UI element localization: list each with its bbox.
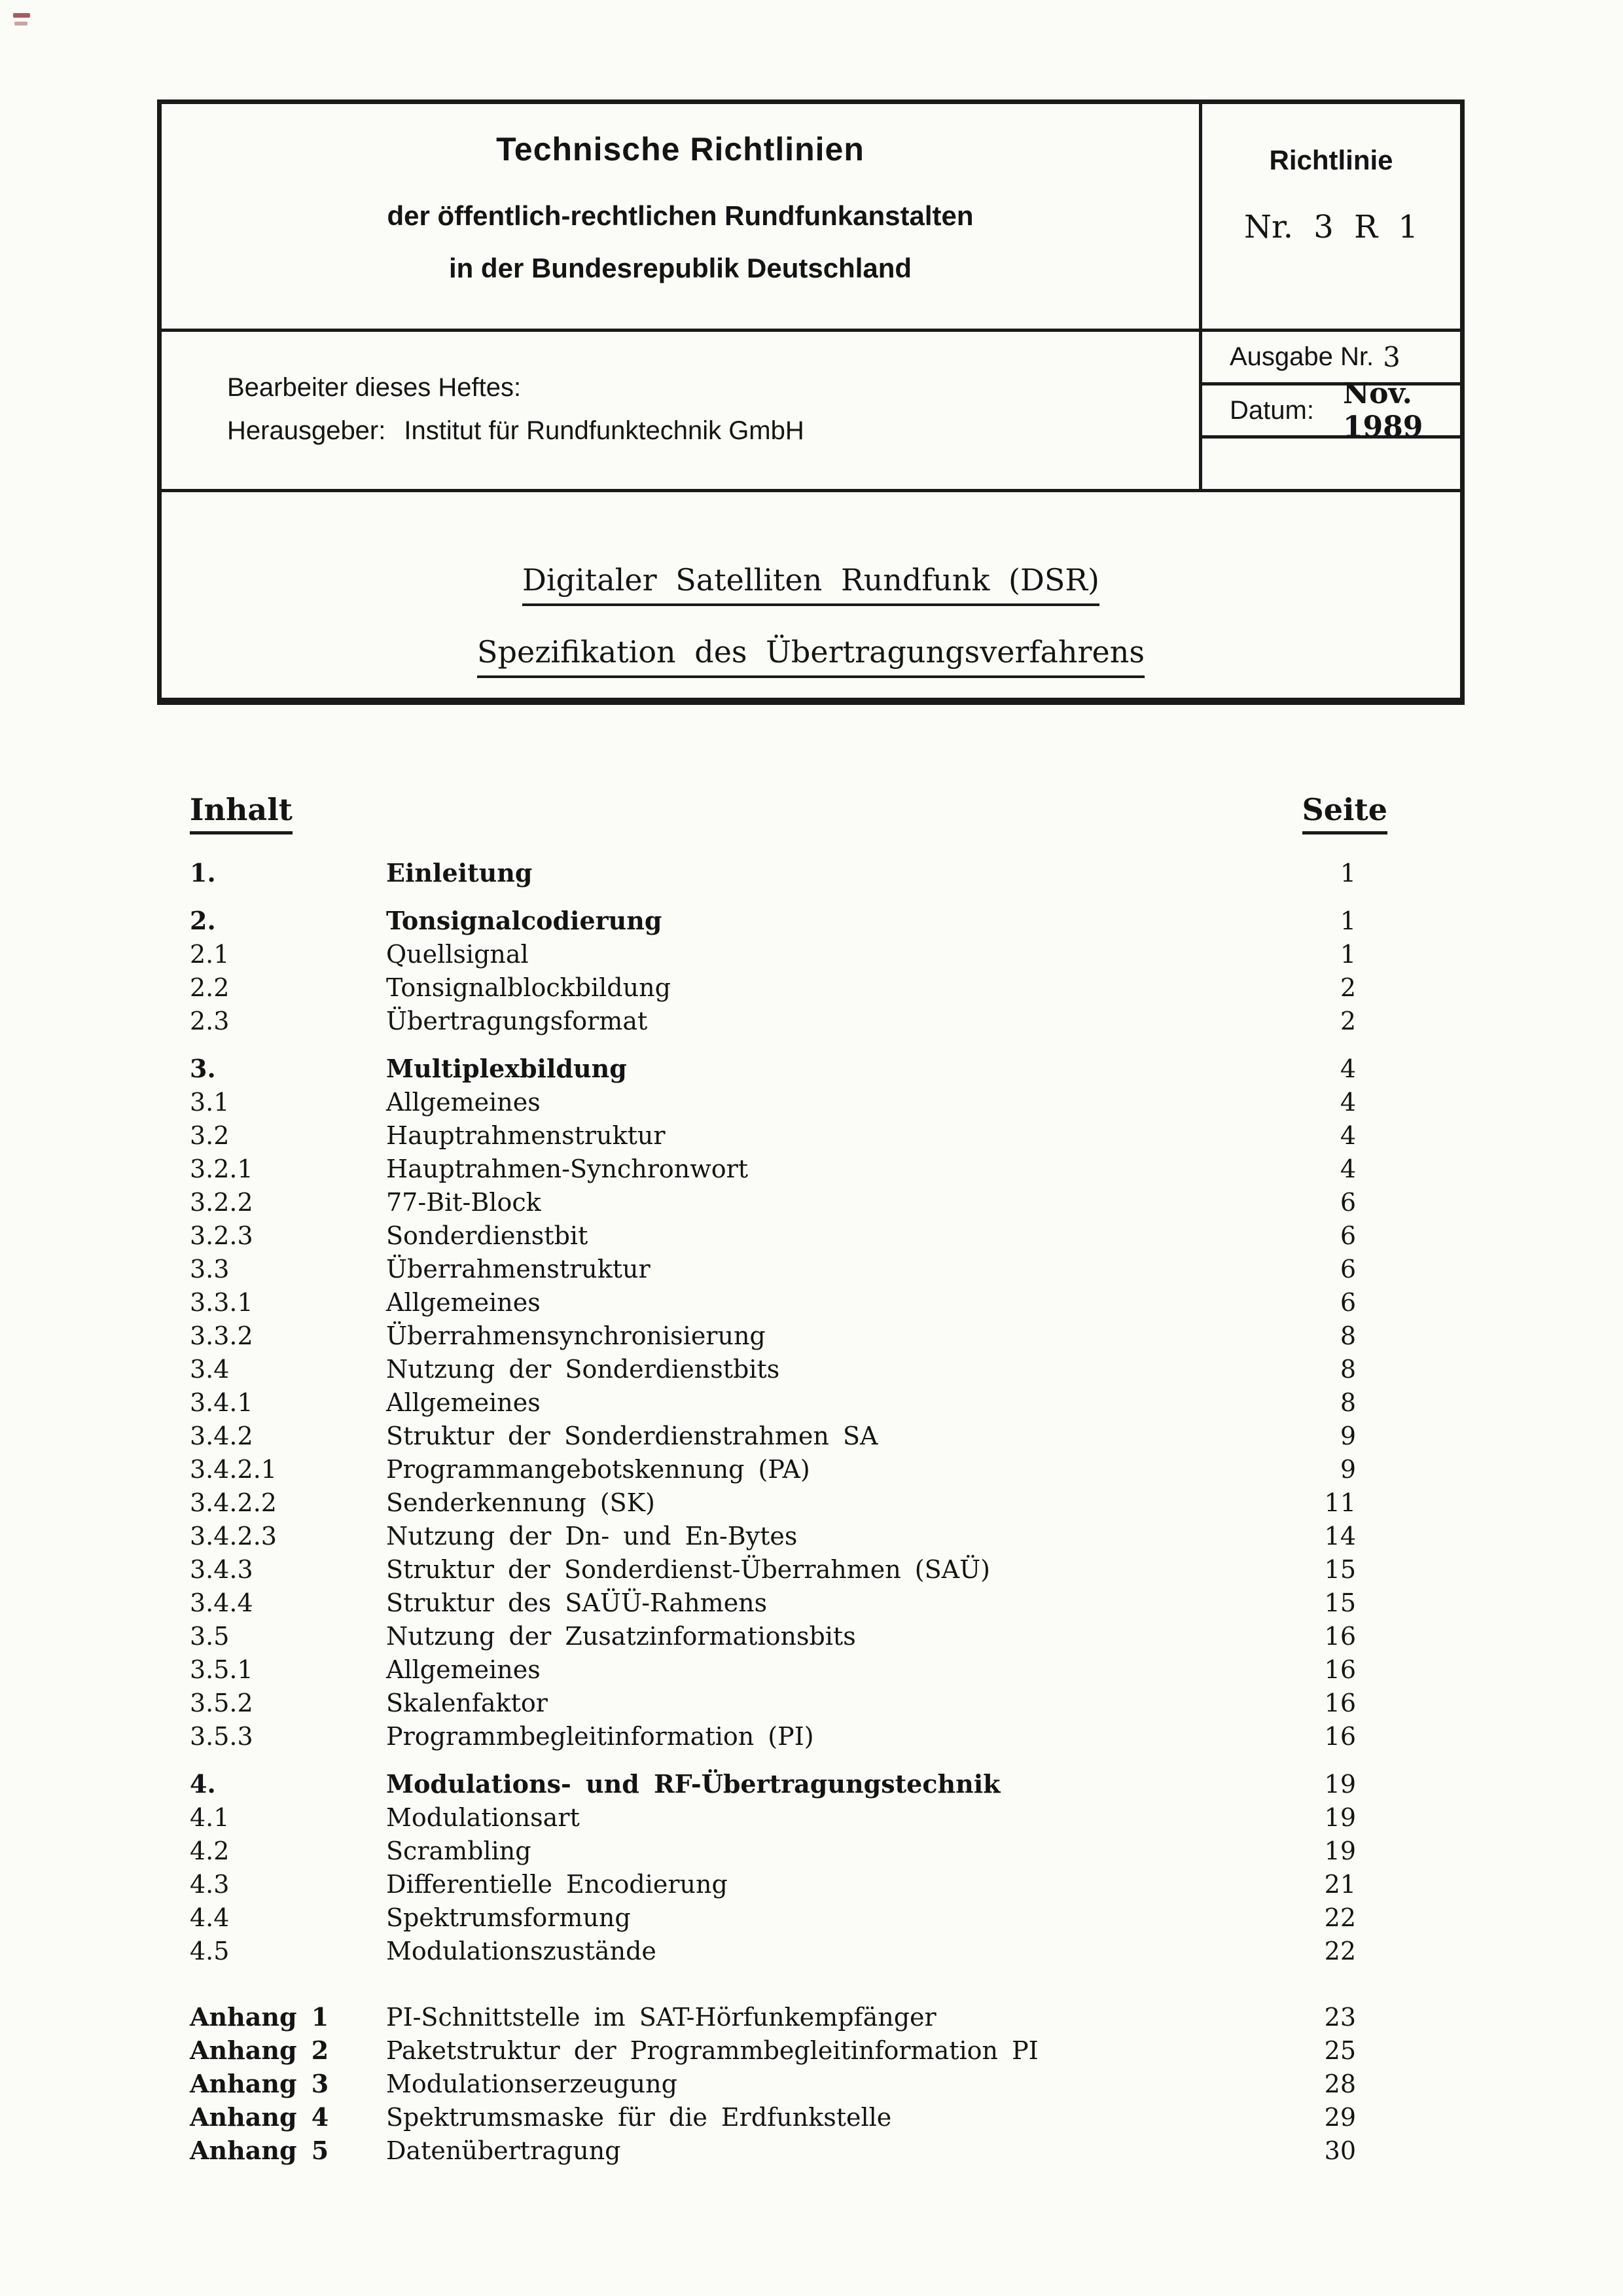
toc-entry-number: Anhang 1: [190, 2002, 329, 2032]
issue-cell: [1202, 332, 1460, 382]
toc-entry-number: 3.2.1: [190, 1154, 253, 1183]
toc-entry-page: 6: [1340, 1287, 1356, 1317]
toc-entry: [190, 1352, 1387, 1386]
toc-entry: [190, 904, 1387, 937]
toc-entry: [190, 1867, 1387, 1901]
toc-entry-number: 4.2: [190, 1836, 230, 1865]
toc-entry-number: 3.4.2.3: [190, 1521, 277, 1551]
toc-entry: [190, 2134, 1387, 2167]
toc-entry: [190, 1219, 1387, 1252]
toc-entry: [190, 937, 1387, 971]
toc-entry: [190, 1767, 1387, 1801]
toc-entry-page: 9: [1340, 1454, 1356, 1484]
toc-entry-title: Quellsignal: [386, 939, 529, 969]
toc-entry: [190, 1653, 1387, 1686]
toc-entry-title: Hauptrahmenstruktur: [386, 1121, 666, 1150]
toc-entry-number: Anhang 2: [190, 2036, 329, 2065]
toc-entry: [190, 1004, 1387, 1037]
toc-entry-title: Multiplexbildung: [386, 1054, 627, 1083]
toc-entry-page: 23: [1324, 2002, 1356, 2032]
toc-entry: [190, 1934, 1387, 1967]
toc-entry-page: 15: [1324, 1588, 1356, 1617]
toc-entry: [190, 1719, 1387, 1753]
toc-entry: [190, 1319, 1387, 1352]
toc-entry-page: 16: [1324, 1688, 1356, 1717]
toc-entry-title: Allgemeines: [386, 1655, 541, 1684]
toc-entry-title: Nutzung der Sonderdienstbits: [386, 1354, 780, 1384]
toc-entry-title: Modulationsart: [386, 1803, 580, 1832]
toc-entry-page: 1: [1340, 858, 1356, 888]
toc-entry-title: Modulationserzeugung: [386, 2069, 677, 2098]
guideline-label: Richtlinie: [1269, 145, 1393, 175]
toc-entry: [190, 1586, 1387, 1619]
toc-entry-title: Allgemeines: [386, 1287, 541, 1317]
toc-entry-page: 14: [1324, 1521, 1356, 1551]
toc-entry: [190, 1386, 1387, 1419]
toc-entry-number: 4.5: [190, 1936, 230, 1965]
toc-entry-number: Anhang 5: [190, 2136, 329, 2165]
toc-entry-page: 28: [1324, 2069, 1356, 2098]
toc-entry-page: 4: [1340, 1154, 1356, 1183]
guideline-number: Nr. 3 R 1: [1244, 209, 1418, 245]
toc-entry: [190, 1052, 1387, 1085]
toc-entry-page: 8: [1340, 1388, 1356, 1417]
toc-entry: [190, 1152, 1387, 1185]
toc-entry-number: 1.: [190, 858, 216, 888]
toc-entry-title: PI-Schnittstelle im SAT-Hörfunkempfänger: [386, 2002, 936, 2032]
toc-entry-title: Einleitung: [386, 858, 533, 888]
header-box: [157, 99, 1465, 705]
toc-entry-page: 2: [1340, 973, 1356, 1002]
toc-entry-page: 29: [1324, 2102, 1356, 2132]
toc-entry-title: Spektrumsformung: [386, 1903, 631, 1932]
red-scan-mark: [14, 22, 27, 26]
toc-entry-number: 4.4: [190, 1903, 230, 1932]
toc-entry-number: 3.3.1: [190, 1287, 253, 1317]
org-title-line3: in der Bundesrepublik Deutschland: [448, 253, 912, 283]
editor-line: Bearbeiter dieses Heftes:: [227, 373, 522, 402]
toc-entry-title: Spektrumsmaske für die Erdfunkstelle: [386, 2102, 892, 2132]
toc-entry: [190, 2000, 1387, 2034]
organisation-title-cell: [162, 104, 1199, 329]
toc-entry: [190, 1834, 1387, 1867]
toc-entry-title: Tonsignalblockbildung: [386, 973, 671, 1002]
toc-entry-number: 3.4.2.1: [190, 1454, 277, 1484]
toc-entry-page: 16: [1324, 1721, 1356, 1751]
toc-entry-page: 19: [1324, 1836, 1356, 1865]
toc-entry-number: 3.4.2.2: [190, 1488, 277, 1517]
toc-entry-title: Programmbegleitinformation (PI): [386, 1721, 814, 1751]
toc-entry: [190, 1619, 1387, 1653]
toc-entry-number: 3.2.3: [190, 1221, 253, 1250]
toc-entry-page: 25: [1324, 2036, 1356, 2065]
toc-entry-number: 3.5.1: [190, 1655, 253, 1684]
toc-entry: [190, 1801, 1387, 1834]
toc-entry-title: 77-Bit-Block: [386, 1187, 541, 1217]
toc-entry-title: Struktur des SAÜÜ-Rahmens: [386, 1588, 768, 1617]
toc-entry-number: 3.2.2: [190, 1187, 253, 1217]
publisher-label: Herausgeber:: [227, 416, 386, 445]
org-title-line1: Technische Richtlinien: [496, 131, 865, 168]
toc-entry-number: 4.1: [190, 1803, 230, 1832]
toc-entry: [190, 2100, 1387, 2134]
toc-entry-number: 3.2: [190, 1121, 230, 1150]
toc-entry-number: 4.3: [190, 1869, 230, 1899]
toc-page-heading: Seite: [1302, 793, 1387, 834]
toc-entry-page: 4: [1340, 1054, 1356, 1083]
table-of-contents: [190, 856, 1387, 2167]
toc-entry-title: Sonderdienstbit: [386, 1221, 588, 1250]
guideline-cell: [1202, 104, 1460, 329]
toc-entry-title: Allgemeines: [386, 1388, 541, 1417]
toc-entry-number: 3.5.2: [190, 1688, 253, 1717]
toc-entry-number: Anhang 3: [190, 2069, 329, 2098]
toc-entry: [190, 1686, 1387, 1719]
toc-entry-title: Senderkennung (SK): [386, 1488, 655, 1517]
toc-entry-title: Scrambling: [386, 1836, 531, 1865]
toc-entry-page: 21: [1324, 1869, 1356, 1899]
toc-entry-title: Skalenfaktor: [386, 1688, 548, 1717]
toc-entry-page: 15: [1324, 1554, 1356, 1584]
toc-entry: [190, 1085, 1387, 1119]
toc-entry: [190, 1901, 1387, 1934]
toc-entry: [190, 1552, 1387, 1586]
toc-entry-page: 1: [1340, 939, 1356, 969]
toc-entry-title: Hauptrahmen-Synchronwort: [386, 1154, 749, 1183]
toc-entry-title: Differentielle Encodierung: [386, 1869, 728, 1899]
toc-entry-page: 2: [1340, 1006, 1356, 1035]
toc-entry-number: 3.5.3: [190, 1721, 253, 1751]
toc-entry-page: 8: [1340, 1354, 1356, 1384]
toc-entry-title: Struktur der Sonderdienst-Überrahmen (SAÜ): [386, 1554, 990, 1584]
toc-entry-page: 19: [1324, 1769, 1356, 1799]
toc-heading: Inhalt: [190, 793, 293, 834]
publisher-line: [227, 409, 1199, 452]
toc-entry-page: 22: [1324, 1936, 1356, 1965]
toc-entry-title: Nutzung der Dn- und En-Bytes: [386, 1521, 798, 1551]
toc-entry-page: 1: [1340, 906, 1356, 935]
toc-entry-page: 6: [1340, 1221, 1356, 1250]
toc-entry-page: 6: [1340, 1187, 1356, 1217]
toc-entry-page: 11: [1324, 1488, 1356, 1517]
document-title-cell: [162, 492, 1460, 698]
org-title-line2: der öffentlich-rechtlichen Rundfunkanstalten: [387, 200, 974, 231]
toc-entry-title: Nutzung der Zusatzinformationsbits: [386, 1621, 856, 1651]
toc-entry-number: 3.3.2: [190, 1321, 253, 1350]
toc-entry: [190, 2067, 1387, 2100]
toc-entry-title: Paketstruktur der Programmbegleitinformation PI: [386, 2036, 1039, 2065]
document-title: Digitaler Satelliten Rundfunk (DSR): [522, 563, 1099, 606]
toc-entry-number: 2.: [190, 906, 216, 935]
toc-entry-title: Überrahmensynchronisierung: [386, 1321, 766, 1350]
toc-entry-number: 3.3: [190, 1254, 230, 1283]
toc-entry-title: Modulationszustände: [386, 1936, 656, 1965]
toc-entry-title: Tonsignalcodierung: [386, 906, 662, 935]
toc-entry-page: 8: [1340, 1321, 1356, 1350]
toc-entry-page: 9: [1340, 1421, 1356, 1450]
toc-entry-number: 3.: [190, 1054, 216, 1083]
toc-entry: [190, 1452, 1387, 1486]
date-label: Datum:: [1230, 395, 1314, 425]
toc-entry: [190, 971, 1387, 1004]
document-subtitle: Spezifikation des Übertragungsverfahrens: [477, 635, 1145, 678]
toc-entry-page: 4: [1340, 1087, 1356, 1117]
toc-entry-number: 2.2: [190, 973, 230, 1002]
toc-entry-title: Programmangebotskennung (PA): [386, 1454, 810, 1484]
toc-entry-number: 3.4.3: [190, 1554, 253, 1584]
toc-entry-number: 2.1: [190, 939, 230, 969]
toc-entry: [190, 856, 1387, 889]
toc-entry-number: 3.4.4: [190, 1588, 253, 1617]
toc-entry: [190, 1185, 1387, 1219]
red-scan-mark: [13, 13, 30, 18]
toc-entry: [190, 1486, 1387, 1519]
toc-entry-number: 3.4.2: [190, 1421, 253, 1450]
toc-entry-title: Modulations- und RF-Übertragungstechnik: [386, 1769, 1001, 1799]
editor-cell: [162, 332, 1199, 489]
toc-entry: [190, 2034, 1387, 2067]
issue-value: 3: [1383, 341, 1400, 373]
toc-entry-number: 3.4.1: [190, 1388, 253, 1417]
toc-entry-number: 3.5: [190, 1621, 230, 1651]
toc-entry-title: Allgemeines: [386, 1087, 541, 1117]
toc-entry-number: Anhang 4: [190, 2102, 329, 2132]
toc-entry-page: 16: [1324, 1655, 1356, 1684]
toc-entry-number: 2.3: [190, 1006, 230, 1035]
toc-entry-title: Datenübertragung: [386, 2136, 621, 2165]
toc-entry-number: 3.1: [190, 1087, 230, 1117]
toc-entry: [190, 1252, 1387, 1285]
toc-entry: [190, 1285, 1387, 1319]
date-value: Nov. 1989: [1342, 377, 1423, 444]
toc-entry-page: 16: [1324, 1621, 1356, 1651]
toc-entry: [190, 1519, 1387, 1552]
toc-header: [190, 793, 1387, 846]
issue-label: Ausgabe Nr.: [1230, 342, 1374, 371]
toc-entry-title: Übertragungsformat: [386, 1006, 648, 1035]
toc-entry: [190, 1419, 1387, 1452]
toc-entry-page: 4: [1340, 1121, 1356, 1150]
toc-entry: [190, 1119, 1387, 1152]
toc-entry-title: Struktur der Sonderdienstrahmen SA: [386, 1421, 878, 1450]
toc-entry-page: 6: [1340, 1254, 1356, 1283]
toc-entry-number: 3.4: [190, 1354, 230, 1384]
date-cell: [1202, 377, 1460, 444]
toc-entry-title: Überrahmenstruktur: [386, 1254, 651, 1283]
toc-entry-number: 4.: [190, 1769, 216, 1799]
toc-entry-page: 22: [1324, 1903, 1356, 1932]
toc-entry-page: 30: [1324, 2136, 1356, 2165]
publisher-value: Institut für Rundfunktechnik GmbH: [404, 416, 804, 445]
toc-entry-page: 19: [1324, 1803, 1356, 1832]
